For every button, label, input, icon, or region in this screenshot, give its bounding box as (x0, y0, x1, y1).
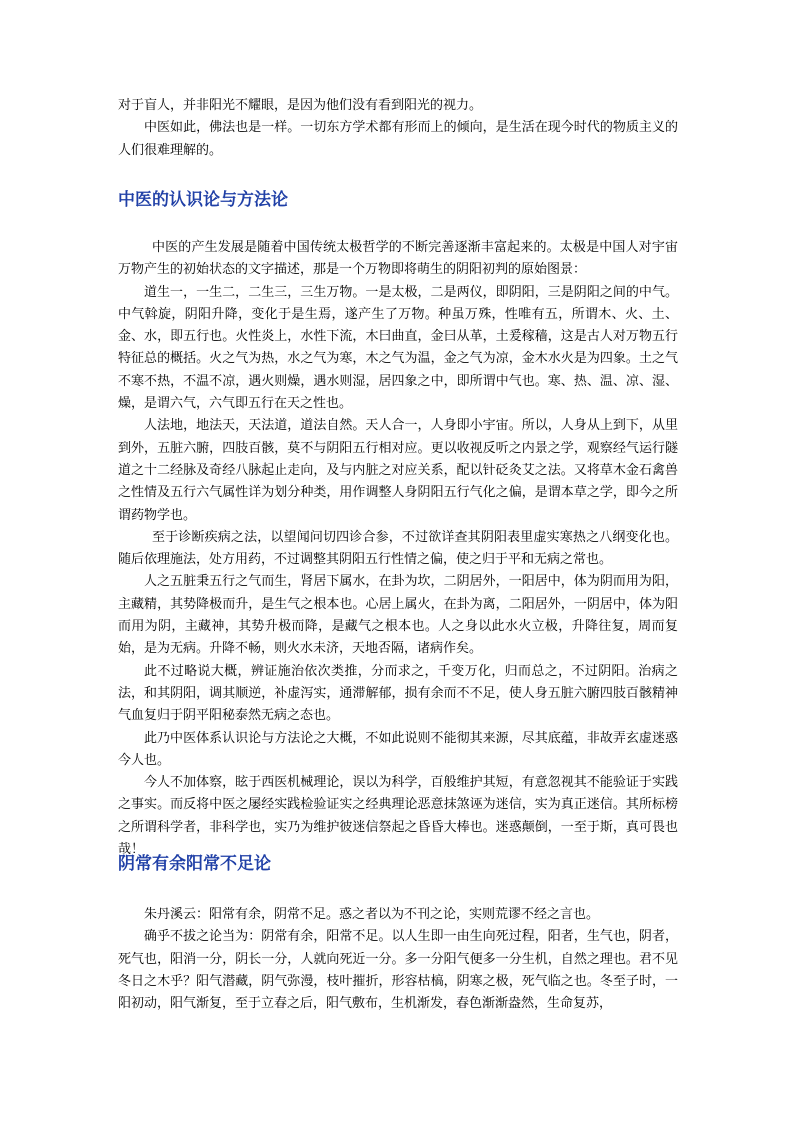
yin-yang-section (118, 904, 678, 1015)
paragraph: 此乃中医体系认识论与方法论之大概，不如此说则不能彻其来源，尽其底蕴，非故弄玄虚迷惑今人也。 (118, 730, 678, 768)
paragraph: 对于盲人，并非阳光不耀眼，是因为他们没有看到阳光的视力。 (118, 98, 483, 113)
paragraph: 确乎不拔之论当为：阴常有余，阳常不足。以人生即一由生向死过程，阳者，生气也，阴者，死气也，阳消一分，阴长一分，人就向死近一分。多一分阳气便多一分生机，自然之理也。君不见冬日之木乎？阳气潜藏，阴气弥漫，枝叶摧折，形容枯槁，阴寒之极，死气临之也。冬至子时，一阳初动，阳气渐复，至于立春之后，阳气敷布，生机渐发，春色渐渐盎然，生命复苏， (118, 929, 678, 1012)
section-title-yin-yang: 阴常有余阳常不足论 (118, 854, 271, 874)
paragraph: 至于诊断疾病之法，以望闻问切四诊合参，不过欲详查其阴阳表里虚实寒热之八纲变化也。随后依理施法，处方用药，不过调整其阴阳五行性情之偏，使之归于平和无病之常也。 (118, 529, 678, 568)
paragraph: 人法地，地法天，天法道，道法自然。天人合一，人身即小宇宙。所以，人身从上到下，从里到外，五脏六腑，四肢百骸，莫不与阴阳五行相对应。更以收视反听之内景之学，观察经气运行隧道之十二经脉及奇经八脉起止走向，及与内脏之对应关系，配以针砭灸艾之法。又将草木金石禽兽之性情及五行六气属性详为划分种类，用作调整人身阴阳五行气化之偏，是谓本草之学，即今之所谓药物学也。 (118, 418, 678, 523)
paragraph: 此不过略说大概，辨证施治依次类推，分而求之，千变万化，归而总之，不过阴阳。治病之法，和其阴阳，调其顺逆，补虚泻实，通滞解郁，损有余而不不足，使人身五脏六腑四肢百骸精神气血复归于阴平阳秘泰然无病之态也。 (118, 663, 678, 724)
paragraph: 人之五脏秉五行之气而生，肾居下属水，在卦为坎，二阴居外，一阳居中，体为阴而用为阳，主藏精，其势降极而升，是生气之根本也。心居上属火，在卦为离，二阳居外，一阴居中，体为阳而用为阴，主藏神，其势升极而降，是藏气之根本也。人之身以此水火立极，升降往复，周而复始，是为无病。升降不畅，则火水未济，天地否隔，诸病作矣。 (118, 574, 678, 657)
epistemology-section (118, 237, 678, 861)
paragraph: 朱丹溪云：阳常有余，阴常不足。惑之者以为不刊之论，实则荒谬不经之言也。 (144, 907, 600, 922)
paragraph: 中医如此，佛法也是一样。一切东方学术都有形而上的倾向，是生活在现今时代的物质主义的人们很难理解的。 (118, 120, 678, 158)
intro-section (118, 95, 678, 162)
paragraph: 道生一，一生二，二生三，三生万物。一是太极，二是两仪，即阴阳，三是阴阳之间的中气。中气斡旋，阴阳升降，变化于是生焉，遂产生了万物。种虽万殊，性唯有五，所谓木、火、土、金、水，即五行也。火性炎上，水性下流，木曰曲直，金曰从革，土爰稼穑，这是古人对万物五行特征总的概括。火之气为热，水之气为寒，木之气为温，金之气为凉，金木水火是为四象。土之气不寒不热，不温不凉，遇火则燥，遇水则湿，居四象之中，即所谓中气也。寒、热、温、凉、湿、燥，是谓六气，六气即五行在天之性也。 (118, 284, 678, 412)
paragraph: 中医的产生发展是随着中国传统太极哲学的不断完善逐渐丰富起来的。太极是中国人对宇宙万物产生的初始状态的文字描述，那是一个万物即将萌生的阴阳初判的原始图景： (118, 240, 678, 278)
paragraph: 今人不加体察，眩于西医机械理论，误以为科学，百般维护其短，有意忽视其不能验证于实践之事实。而反将中医之屡经实践检验证实之经典理论恶意抹煞诬为迷信，实为真正迷信。其所标榜之所谓科学者，非科学也，实乃为维护彼迷信祭起之昏昏大棒也。迷惑颠倒，一至于斯，真可畏也哉！ (118, 775, 678, 858)
section-title-epistemology: 中医的认识论与方法论 (118, 190, 288, 210)
